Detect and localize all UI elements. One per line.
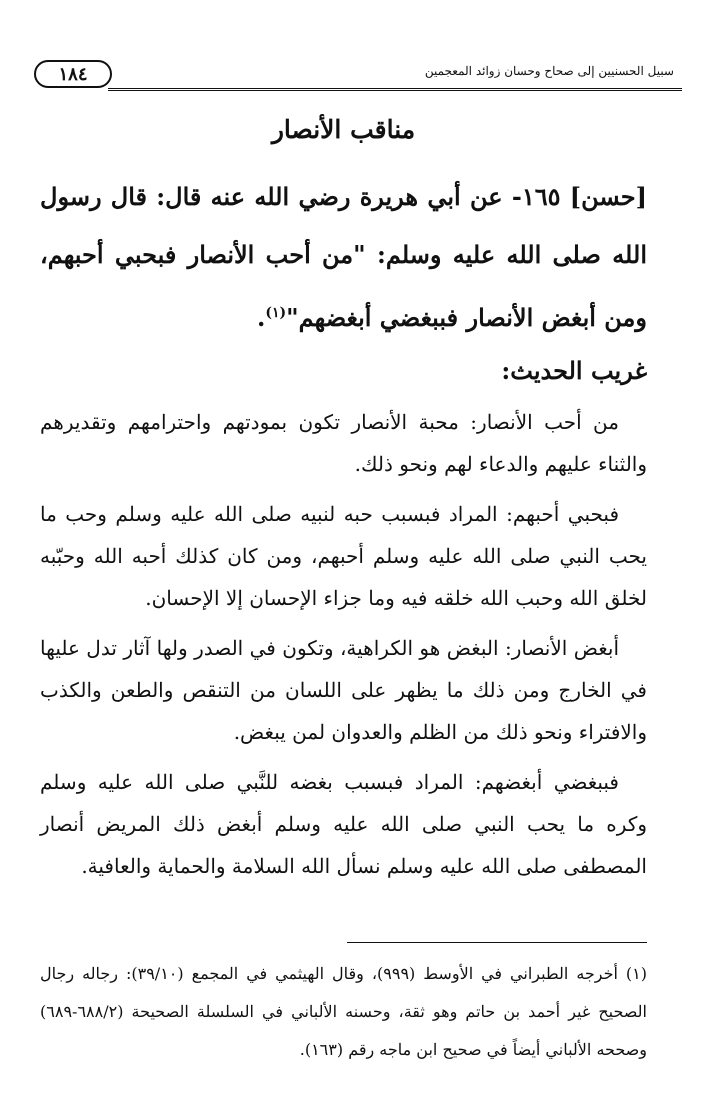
- footnote: (١) أخرجه الطبراني في الأوسط (٩٩٩)، وقال الهيثمي في المجمع (٣٩/١٠): رجاله رجال الصحيح غير أحمد بن حاتم وهو ثقة، وحسنه الألباني في السلسلة الصحيحة (٦٨٨/٢-٦٨٩) وصححه الألباني أيضاً في صحيح ابن ماجه رقم (١٦٣).: [40, 964, 647, 1059]
- paragraph: أبغض الأنصار: البغض هو الكراهية، وتكون في الصدر ولها آثار تدل عليها في الخارج ومن ذلك ما يظهر على اللسان من التنقص والطعن والكذب والافتراء ونحو ذلك من الظلم والعدوان لمن يبغض.: [40, 636, 647, 744]
- paragraph: من أحب الأنصار: محبة الأنصار تكون بمودتهم واحترامهم وتقديرهم والثناء عليهم والدعاء لهم ونحو ذلك.: [40, 410, 647, 476]
- header-rule: [108, 88, 682, 91]
- page-body: [40, 110, 647, 895]
- hadith-text: [حسن] ١٦٥- عن أبي هريرة رضي الله عنه قال: قال رسول الله صلى الله عليه وسلم: "من أحب الأنصار فبحبي أحبهم، ومن أبغض الأنصار فببغضي أبغضهم"$^{(١)}$.: [40, 182, 648, 332]
- paragraph: فبحبي أحبهم: المراد فبسبب حبه لنبيه صلى الله عليه وسلم وحب ما يحب النبي صلى الله عليه وسلم أحبهم، ومن كان كذلك أحبه الله وحبّبه لخلق الله وحبب الله خلقه فيه وما جزاء الإحسان إلا الإحسان.: [40, 502, 647, 610]
- running-title: سبيل الحسنيين إلى صحاح وحسان زوائد المعجمين: [424, 64, 674, 78]
- subheading: غريب الحديث:: [501, 356, 647, 385]
- hadith-body: [حسن] ١٦٥- عن أبي هريرة رضي الله عنه قال: قال رسول الله صلى الله عليه وسلم: "من أحب الأنصار فبحبي أحبهم، ومن أبغض الأنصار فببغضي أبغضهم": [40, 182, 648, 332]
- page-header: [22, 58, 682, 92]
- footnote-rule: [347, 942, 647, 943]
- section-title: مناقب الأنصار: [271, 115, 416, 144]
- paragraph: فببغضي أبغضهم: المراد فبسبب بغضه للنَّبي صلى الله عليه وسلم وكره ما يحب النبي صلى الله عليه وسلم أبغض ذلك المريض أنصار المصطفى صلى الله عليه وسلم نسأل الله السلامة والحماية والعافية.: [40, 770, 647, 878]
- page-number: ١٨٤: [34, 60, 112, 88]
- footnote-ref: (١): [265, 305, 287, 321]
